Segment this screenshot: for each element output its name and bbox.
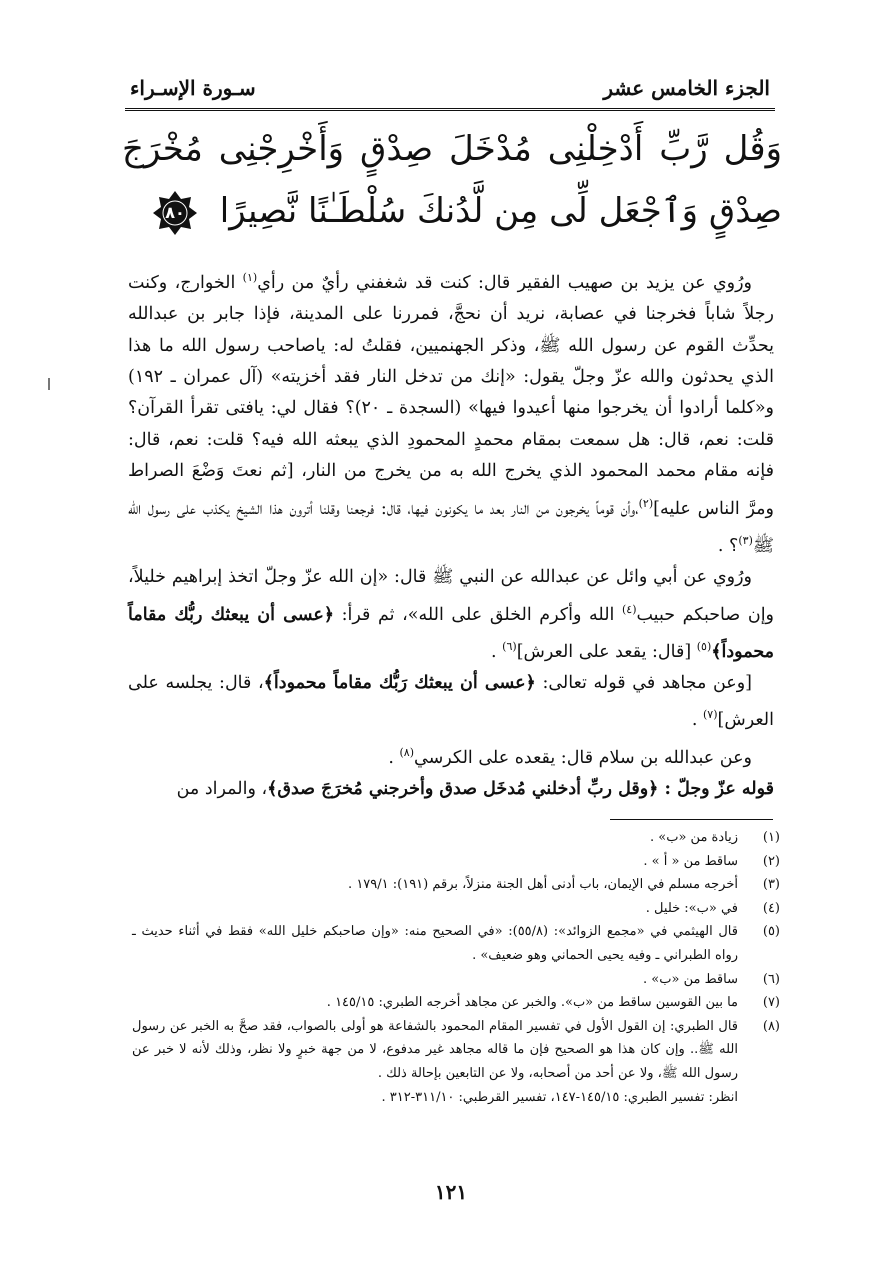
footnote-number: (٧) [762,995,780,1011]
footnote-ref: (٥) [696,639,712,653]
page-number: ١٢١ [434,1180,468,1204]
text-run: ورُوي عن يزيد بن صهيب الفقير قال: كنت قد شغفني رأيٌ من رأي [257,272,752,293]
footnote-item [132,826,780,850]
text-run: [وعن مجاهد في قوله تعالى: [535,673,753,694]
running-header [130,68,770,108]
footnotes [132,826,780,1109]
paragraph-4 [128,737,774,774]
footnote-ref: (٤) [621,602,637,616]
footnote-text: قال الهيثمي في «مجمع الزوائد»: (٥٥/٨): «في الصحيح منه: «وإن صاحبكم خليل الله» فقط في أثناء حديث ـ رواه الطبراني ـ وفيه يحيى الحماني وهو ضعيف» . [132,924,738,963]
footnote-number: (٢) [762,853,780,869]
footnote-number: (٥) [762,924,780,940]
text-run: ، والمراد من [176,778,268,799]
text-run: ،وأن قوماً يخرجون من النار بعد ما يكونون فيها، قال: فرجعنا وقلنا أترون هذا الشيخ يكذب على رسول الله ﷺ [128,498,774,556]
footnote-ref: (٧) [703,708,718,722]
footnote-text: ساقط من «ب» . [643,971,738,987]
footnote-text: ما بين القوسين ساقط من «ب». والخبر عن مجاهد أخرجه الطبري: ١٤٥/١٥ . [326,995,738,1011]
footnote-item [132,1086,780,1110]
text-run: ، قال: يجلسه على العرش] [128,673,774,731]
footnote-item [132,991,780,1015]
footnote-number: (١) [762,830,780,845]
footnote-number: (٣) [762,877,780,893]
footnote-ref: (٨) [399,745,415,759]
footnote-text: أخرجه مسلم في الإيمان، باب أدنى أهل الجنة منزلاً، برقم (١٩١): ١٧٩/١ . [348,877,738,893]
verse-text: وَقُل رَّبِّ أَدْخِلْنِى مُدْخَلَ صِدْقٍ وَأَخْرِجْنِى مُخْرَجَ صِدْقٍ وَٱجْعَل لِّى مِن لَّدُنكَ سُلْطَـٰنًا نَّصِيرًا [122,129,782,231]
footnote-text: في «ب»: خليل . [645,900,738,916]
quran-quote: ﴿عسى أن يبعثك ربُّك مقاماً محموداً﴾ [128,604,774,662]
margin-mark [48,378,50,390]
paragraph-5 [128,774,774,805]
text-run: قوله عزّ وجلّ : [658,778,774,799]
footnote-text: قال الطبري: إن القول الأول في تفسير المقام المحمود بالشفاعة هو أولى بالصواب، فقد صحَّ به الخبر عن رسول الله ﷺ.. وإن كان هذا هو الصحيح فإن ما قاله مجاهد غير مدفوع، لا من جهة خبرٍ ولا نظر، وذلك لأنه لا خبر عن رسول الله ﷺ، ولا عن أحد من أصحابه، ولا عن التابعين بإحالة ذلك . [132,1018,738,1081]
text-run: . [491,641,503,662]
text-run: وعن عبدالله بن سلام قال: يقعده على الكرسي [414,747,752,768]
footnote-ref: (٦) [502,639,517,653]
text-run: . [691,710,703,731]
quran-quote: ﴿وقل ربِّ أدخلني مُدخَل صدق وأخرجني مُخرَجَ صدق﴾ [267,778,659,799]
footnote-item [132,968,780,992]
footnote-item [132,920,780,967]
footnote-item [132,873,780,897]
footnote-number: (٨) [762,1018,780,1034]
quran-verse [122,118,782,242]
part-title: الجزء الخامس عشر [603,76,770,100]
footnote-number: (٦) [762,971,780,987]
footnote-divider [610,819,773,820]
text-run: الخوارج، وكنت رجلاً شاباً فخرجنا في عصابة، نريد أن نحجَّ، فمررنا على المدينة، فإذا جابر بن عبدالله يحدِّث القوم عن رسول الله ﷺ، وذكر الجهنميين، فقلتُ له: ياصاحب رسول الله ما هذا الذي يحدثون والله عزّ وجلّ يقول: «إنك من تدخل النار فقد أخزيته» (آل عمران ـ ١٩٢) و«كلما أرادوا أن يخرجوا منها أعيدوا فيها» (السجدة ـ ٢٠)؟ فقال لي: يافتى تقرأ القرآن؟ قلت: نعم، قال: هل سمعت بمقام محمدٍ المحمودِ الذي يبعثه الله فيه؟ قلت: نعم، قال: فإنه مقام محمد المحمود الذي يخرج الله به من يخرج من النار، [ثم نعتَ وَضْعَ الصراط ومرَّ الناس عليه] [128,272,775,519]
footnote-text: ساقط من « أ » . [643,853,738,869]
text-run: الله وأكرم الخلق على الله»، ثم قرأ: [334,604,622,625]
paragraph-2 [128,562,774,668]
quran-quote: ﴿عسى أن يبعثك رَبُّك مقاماً محموداً﴾ [263,673,536,694]
footnote-ref: (١) [242,271,258,284]
surah-title: سـورة الإسـراء [130,76,256,100]
footnote-ref: (٢) [638,496,654,510]
header-divider [125,108,775,111]
footnote-number: (٤) [762,900,780,916]
text-run: . [388,747,400,768]
footnote-ref: (٣) [738,533,753,547]
footnote-item [132,850,780,874]
verse-number: ٨٠ [165,202,185,222]
paragraph-1 [128,262,774,562]
text-run: [قال: يقعد على العرش] [516,641,697,662]
footnote-text: انظر: تفسير الطبري: ١٤٥/١٥-١٤٧، تفسير القرطبي: ٣١١/١٠-٣١٢ . [381,1089,738,1105]
paragraph-3 [128,668,774,737]
footnote-text: زيادة من «ب» . [650,830,738,845]
text-run: ؟ . [717,535,739,556]
footnote-item [132,1015,780,1086]
verse-number-marker [151,189,199,237]
text-run: ورُوي عن أبي وائل عن عبدالله عن النبي ﷺ قال: «إن الله عزّ وجلّ اتخذ إبراهيم خليلاً، وإن صاحبكم حبيب [128,567,775,625]
footnote-item [132,897,780,921]
body-text [128,262,774,805]
